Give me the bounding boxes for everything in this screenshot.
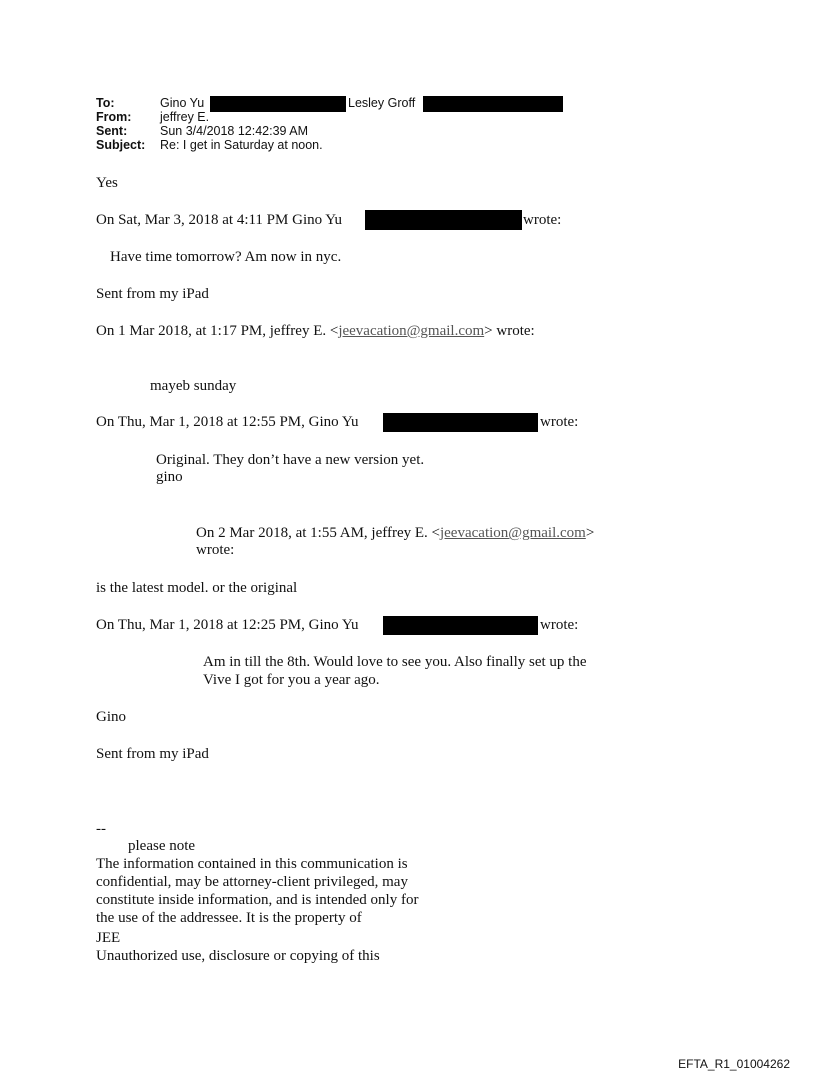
email-link[interactable]: jeevacation@gmail.com bbox=[338, 323, 485, 339]
email-link[interactable]: jeevacation@gmail.com bbox=[439, 525, 586, 541]
redaction-bar bbox=[423, 96, 563, 112]
quoted-message: mayeb sunday bbox=[150, 378, 237, 394]
quote-attribution: On Thu, Mar 1, 2018 at 12:25 PM, Gino Yu bbox=[96, 617, 359, 633]
quote-attribution: On Thu, Mar 1, 2018 at 12:55 PM, Gino Yu bbox=[96, 414, 359, 430]
disclaimer-line: confidential, may be attorney-client privileged, may bbox=[96, 874, 408, 890]
disclaimer-line: JEE bbox=[96, 930, 121, 946]
sent-value: Sun 3/4/2018 12:42:39 AM bbox=[160, 124, 309, 138]
reply-text: Yes bbox=[96, 175, 118, 191]
disclaimer-line: the use of the addressee. It is the property of bbox=[96, 910, 362, 926]
redaction-bar bbox=[210, 96, 346, 112]
subject-label: Subject: bbox=[96, 138, 146, 152]
quoted-message: gino bbox=[156, 469, 183, 485]
redaction-bar bbox=[365, 210, 522, 230]
disclaimer-line: The information contained in this communication is bbox=[96, 856, 408, 872]
quoted-message: Have time tomorrow? Am now in nyc. bbox=[110, 249, 342, 265]
from-label: From: bbox=[96, 110, 132, 124]
signature: Sent from my iPad bbox=[96, 286, 209, 302]
quote-attribution bbox=[196, 524, 594, 542]
to-recipient-1: Gino Yu bbox=[160, 96, 205, 110]
bates-number: EFTA_R1_01004262 bbox=[678, 1057, 790, 1071]
quote-attribution-end: wrote: bbox=[523, 212, 562, 228]
to-label: To: bbox=[96, 96, 115, 110]
redaction-bar bbox=[383, 413, 538, 432]
sent-label: Sent: bbox=[96, 124, 128, 138]
subject-value: Re: I get in Saturday at noon. bbox=[160, 138, 323, 152]
quote-attribution-end: wrote: bbox=[540, 617, 579, 633]
quoted-message: is the latest model. or the original bbox=[96, 580, 298, 596]
attribution-text: On 1 Mar 2018, at 1:17 PM, jeffrey E. < bbox=[96, 323, 339, 339]
disclaimer-heading: please note bbox=[128, 838, 196, 854]
quoted-message: Am in till the 8th. Would love to see you. Also finally set up the bbox=[203, 654, 587, 670]
quoted-message: Vive I got for you a year ago. bbox=[203, 672, 380, 688]
quote-attribution: On Sat, Mar 3, 2018 at 4:11 PM Gino Yu bbox=[96, 212, 342, 228]
signature-separator: -- bbox=[96, 821, 106, 837]
quote-attribution-end: wrote: bbox=[540, 414, 579, 430]
quote-attribution-wrote: wrote: bbox=[196, 542, 235, 558]
disclaimer-line: constitute inside information, and is intended only for bbox=[96, 892, 419, 908]
signature: Sent from my iPad bbox=[96, 746, 209, 762]
attribution-text-end: > bbox=[585, 525, 595, 541]
attribution-text-end: > wrote: bbox=[484, 323, 535, 339]
from-value: jeffrey E. bbox=[160, 110, 210, 124]
quote-attribution bbox=[96, 322, 535, 340]
redaction-bar bbox=[383, 616, 538, 635]
signature-name: Gino bbox=[96, 709, 126, 725]
to-recipient-2: Lesley Groff bbox=[348, 96, 416, 110]
quoted-message: Original. They don’t have a new version yet. bbox=[156, 452, 425, 468]
attribution-text: On 2 Mar 2018, at 1:55 AM, jeffrey E. < bbox=[196, 525, 440, 541]
disclaimer-line: Unauthorized use, disclosure or copying of this bbox=[96, 948, 380, 964]
